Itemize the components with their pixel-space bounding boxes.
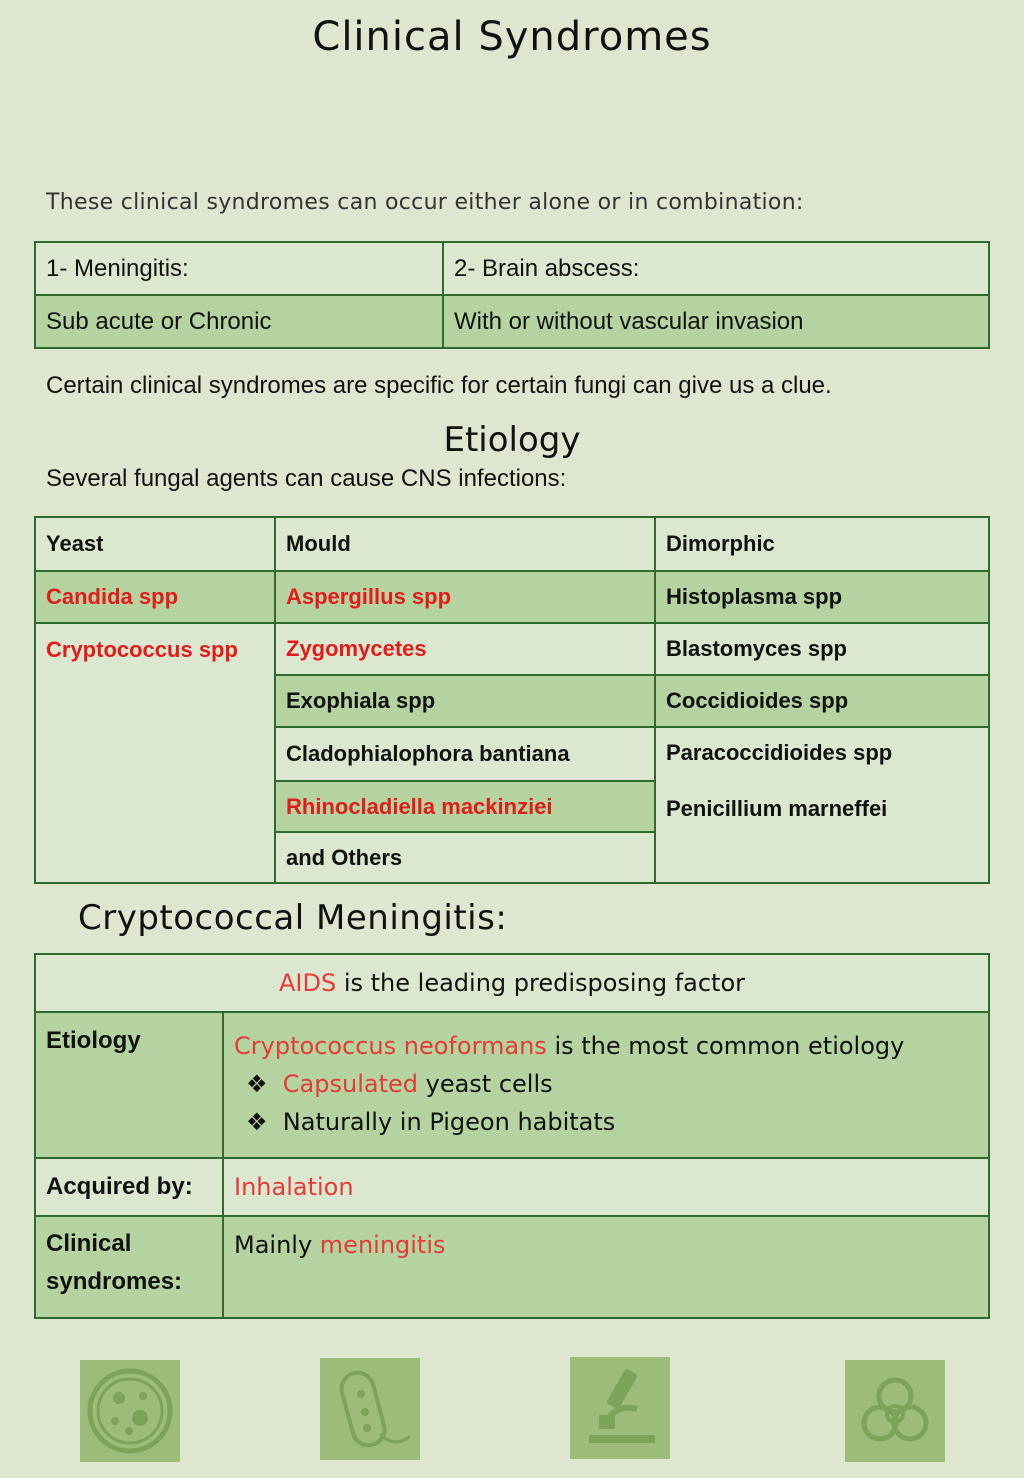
page-title: Clinical Syndromes — [312, 14, 712, 60]
table-row — [35, 1158, 989, 1216]
clue-note: Certain clinical syndromes are specific for certain fungi can give us a clue. — [46, 372, 832, 399]
dimorphic-item: Penicillium marneffei — [666, 796, 888, 821]
bullet-icon: ❖ — [246, 1108, 268, 1136]
syndrome-meningitis-header: 1- Meningitis: — [35, 242, 443, 295]
header-yeast: Yeast — [35, 517, 275, 571]
mould-item: Rhinocladiella mackinziei — [275, 781, 655, 832]
bullet1-rest-text: yeast cells — [417, 1070, 553, 1098]
biohazard-icon — [845, 1360, 945, 1462]
mould-item: Zygomycetes — [275, 623, 655, 675]
header-mould: Mould — [275, 517, 655, 571]
banner-rest-text: is the leading predisposing factor — [336, 969, 745, 997]
etiology-rest-text: is the most common etiology — [546, 1032, 905, 1060]
etiology-subtitle: Several fungal agents can cause CNS infections: — [46, 465, 567, 492]
dimorphic-item: Paracoccidioides spp — [666, 740, 893, 765]
intro-text: These clinical syndromes can occur either alone or in combination: — [46, 190, 804, 215]
predisposing-banner — [35, 954, 989, 1012]
table-row — [35, 571, 989, 623]
mould-item: and Others — [275, 832, 655, 883]
habitat-text: Naturally in Pigeon habitats — [282, 1108, 616, 1136]
mould-item: Aspergillus spp — [275, 571, 655, 623]
dimorphic-item-group — [655, 727, 989, 883]
cryptococcal-heading: Cryptococcal Meningitis: — [78, 898, 508, 938]
capsulated-text: Capsulated — [282, 1070, 418, 1098]
table-row — [35, 1012, 989, 1158]
table-row — [35, 242, 989, 295]
table-row — [35, 295, 989, 348]
syndrome-abscess-header: 2- Brain abscess: — [443, 242, 989, 295]
etiology-heading: Etiology — [443, 420, 581, 460]
etiology-line — [234, 1027, 978, 1065]
clinical-label — [35, 1216, 223, 1318]
acquired-label: Acquired by: — [35, 1158, 223, 1216]
clinical-label-line1: Clinical — [46, 1230, 132, 1257]
organism-name: Cryptococcus neoformans — [234, 1032, 547, 1060]
cell-icon — [80, 1360, 180, 1462]
acquired-value: Inhalation — [223, 1158, 989, 1216]
table-row — [35, 517, 989, 571]
bullet-habitat — [246, 1103, 978, 1141]
mould-item: Cladophialophora bantiana — [275, 727, 655, 781]
syndrome-meningitis-value: Sub acute or Chronic — [35, 295, 443, 348]
yeast-item: Candida spp — [35, 571, 275, 623]
dimorphic-item: Coccidioides spp — [655, 675, 989, 727]
syndrome-abscess-value: With or without vascular invasion — [443, 295, 989, 348]
clinical-prefix: Mainly — [234, 1231, 320, 1259]
table-row — [35, 1216, 989, 1318]
cryptococcal-table — [34, 953, 990, 1319]
mould-item: Exophiala spp — [275, 675, 655, 727]
microscope-icon — [570, 1357, 670, 1459]
table-row — [35, 954, 989, 1012]
bullet-icon: ❖ — [246, 1070, 268, 1098]
bacteria-icon — [320, 1358, 420, 1460]
yeast-item: Cryptococcus spp — [35, 623, 275, 883]
aids-text: AIDS — [278, 969, 337, 997]
etiology-label: Etiology — [35, 1012, 223, 1158]
dimorphic-item: Histoplasma spp — [655, 571, 989, 623]
clinical-label-line2: syndromes: — [46, 1268, 183, 1295]
bullet-capsulated — [246, 1065, 978, 1103]
etiology-table — [34, 516, 990, 884]
etiology-details — [223, 1012, 989, 1158]
meningitis-text: meningitis — [319, 1231, 446, 1259]
dimorphic-item: Blastomyces spp — [655, 623, 989, 675]
clinical-value — [223, 1216, 989, 1318]
syndromes-table — [34, 241, 990, 349]
header-dimorphic: Dimorphic — [655, 517, 989, 571]
table-row — [35, 623, 989, 675]
